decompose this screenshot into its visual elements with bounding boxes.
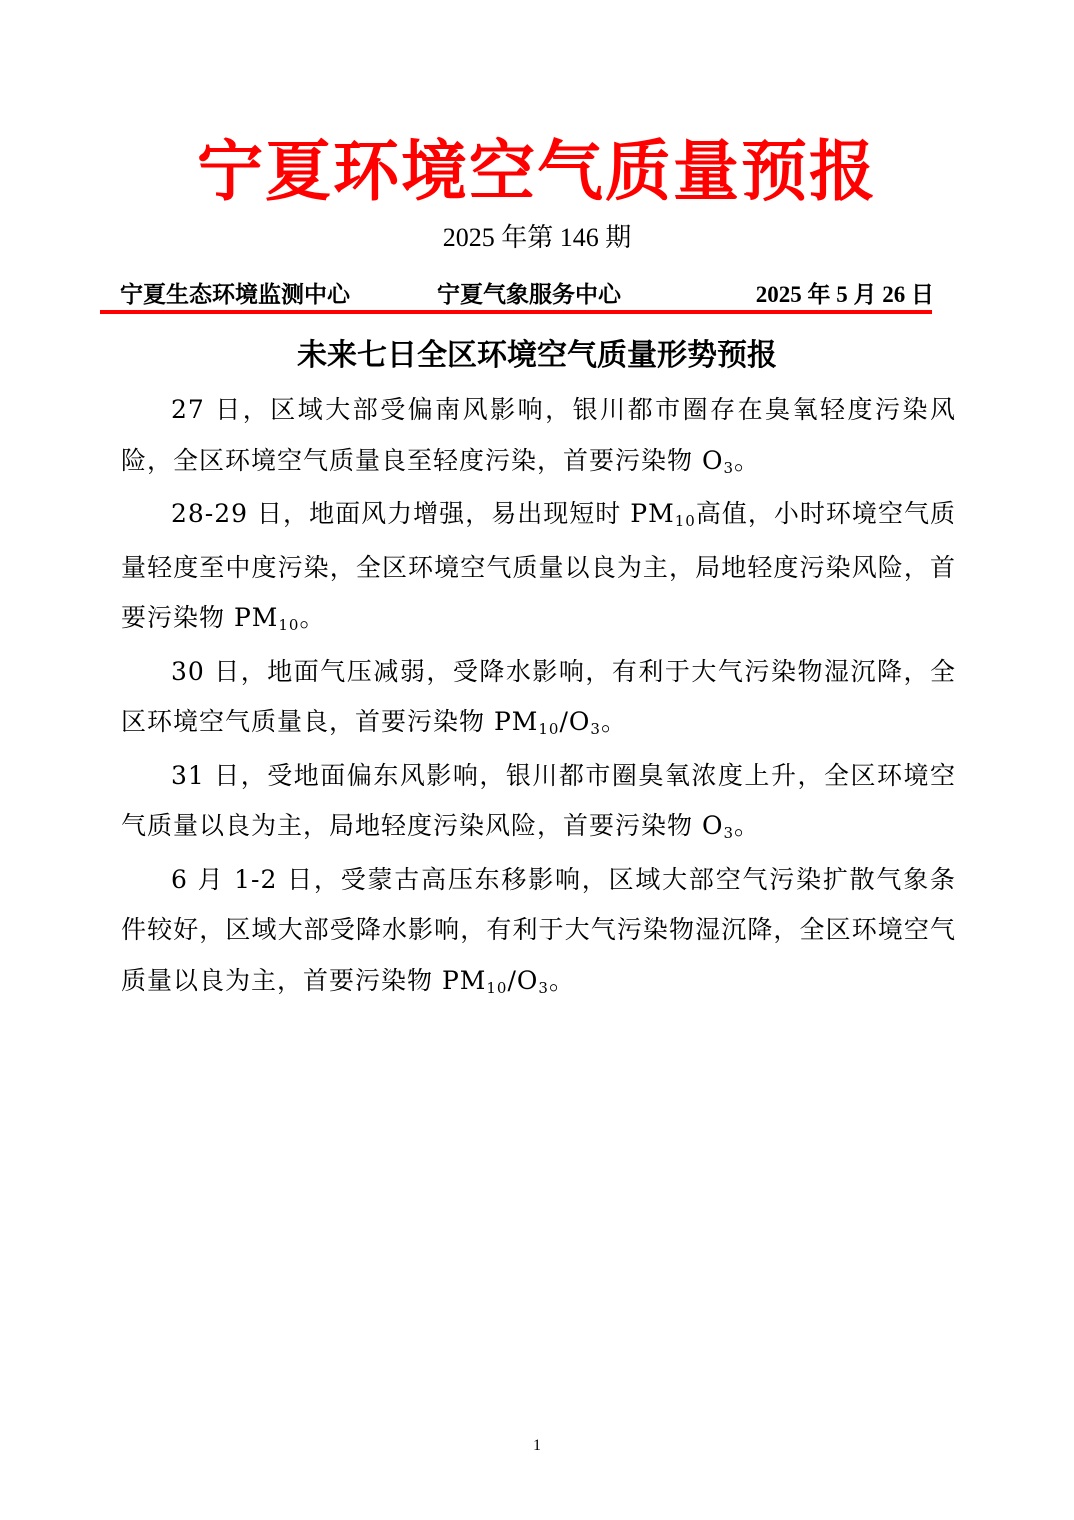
masthead-title: 宁夏环境空气质量预报	[197, 132, 877, 210]
forecast-paragraph-30: 30 日，地面气压减弱，受降水影响，有利于大气污染物湿沉降，全区环境空气质量良，首要污染物 $PM_{10}/O_3$。	[121, 656, 956, 738]
org-meteorology-center: 宁夏气象服务中心	[437, 282, 621, 307]
page-number: 1	[533, 1437, 541, 1454]
forecast-paragraph-28-29: 28-29 日，地面风力增强，易出现短时 $PM_{10}$高值，小时环境空气质量轻度至中度污染，全区环境空气质量以良为主，局地轻度污染风险，首要污染物 $PM_{10}$。	[121, 499, 956, 634]
org-ecology-center: 宁夏生态环境监测中心	[120, 282, 350, 307]
issue-number: 2025 年第 146 期	[442, 223, 632, 252]
forecast-body	[121, 385, 956, 1009]
section-title: 未来七日全区环境空气质量形势预报	[297, 338, 777, 373]
publish-date: 2025 年 5 月 26 日	[755, 282, 934, 307]
forecast-paragraph-31: 31 日，受地面偏东风影响，银川都市圈臭氧浓度上升，全区环境空气质量以良为主，局地轻度污染风险，首要污染物 $O_3$。	[121, 760, 956, 842]
forecast-paragraph-june-1-2: 6 月 1-2 日，受蒙古高压东移影响，区域大部空气污染扩散气象条件较好，区域大部受降水影响，有利于大气污染物湿沉降，全区环境空气质量以良为主，首要污染物 $PM_{10}/O_3$。	[121, 864, 956, 997]
forecast-paragraph-27: 27 日，区域大部受偏南风影响，银川都市圈存在臭氧轻度污染风险，全区环境空气质量良至轻度污染，首要污染物 $O_3$。	[121, 395, 956, 477]
header-red-rule	[100, 310, 932, 314]
